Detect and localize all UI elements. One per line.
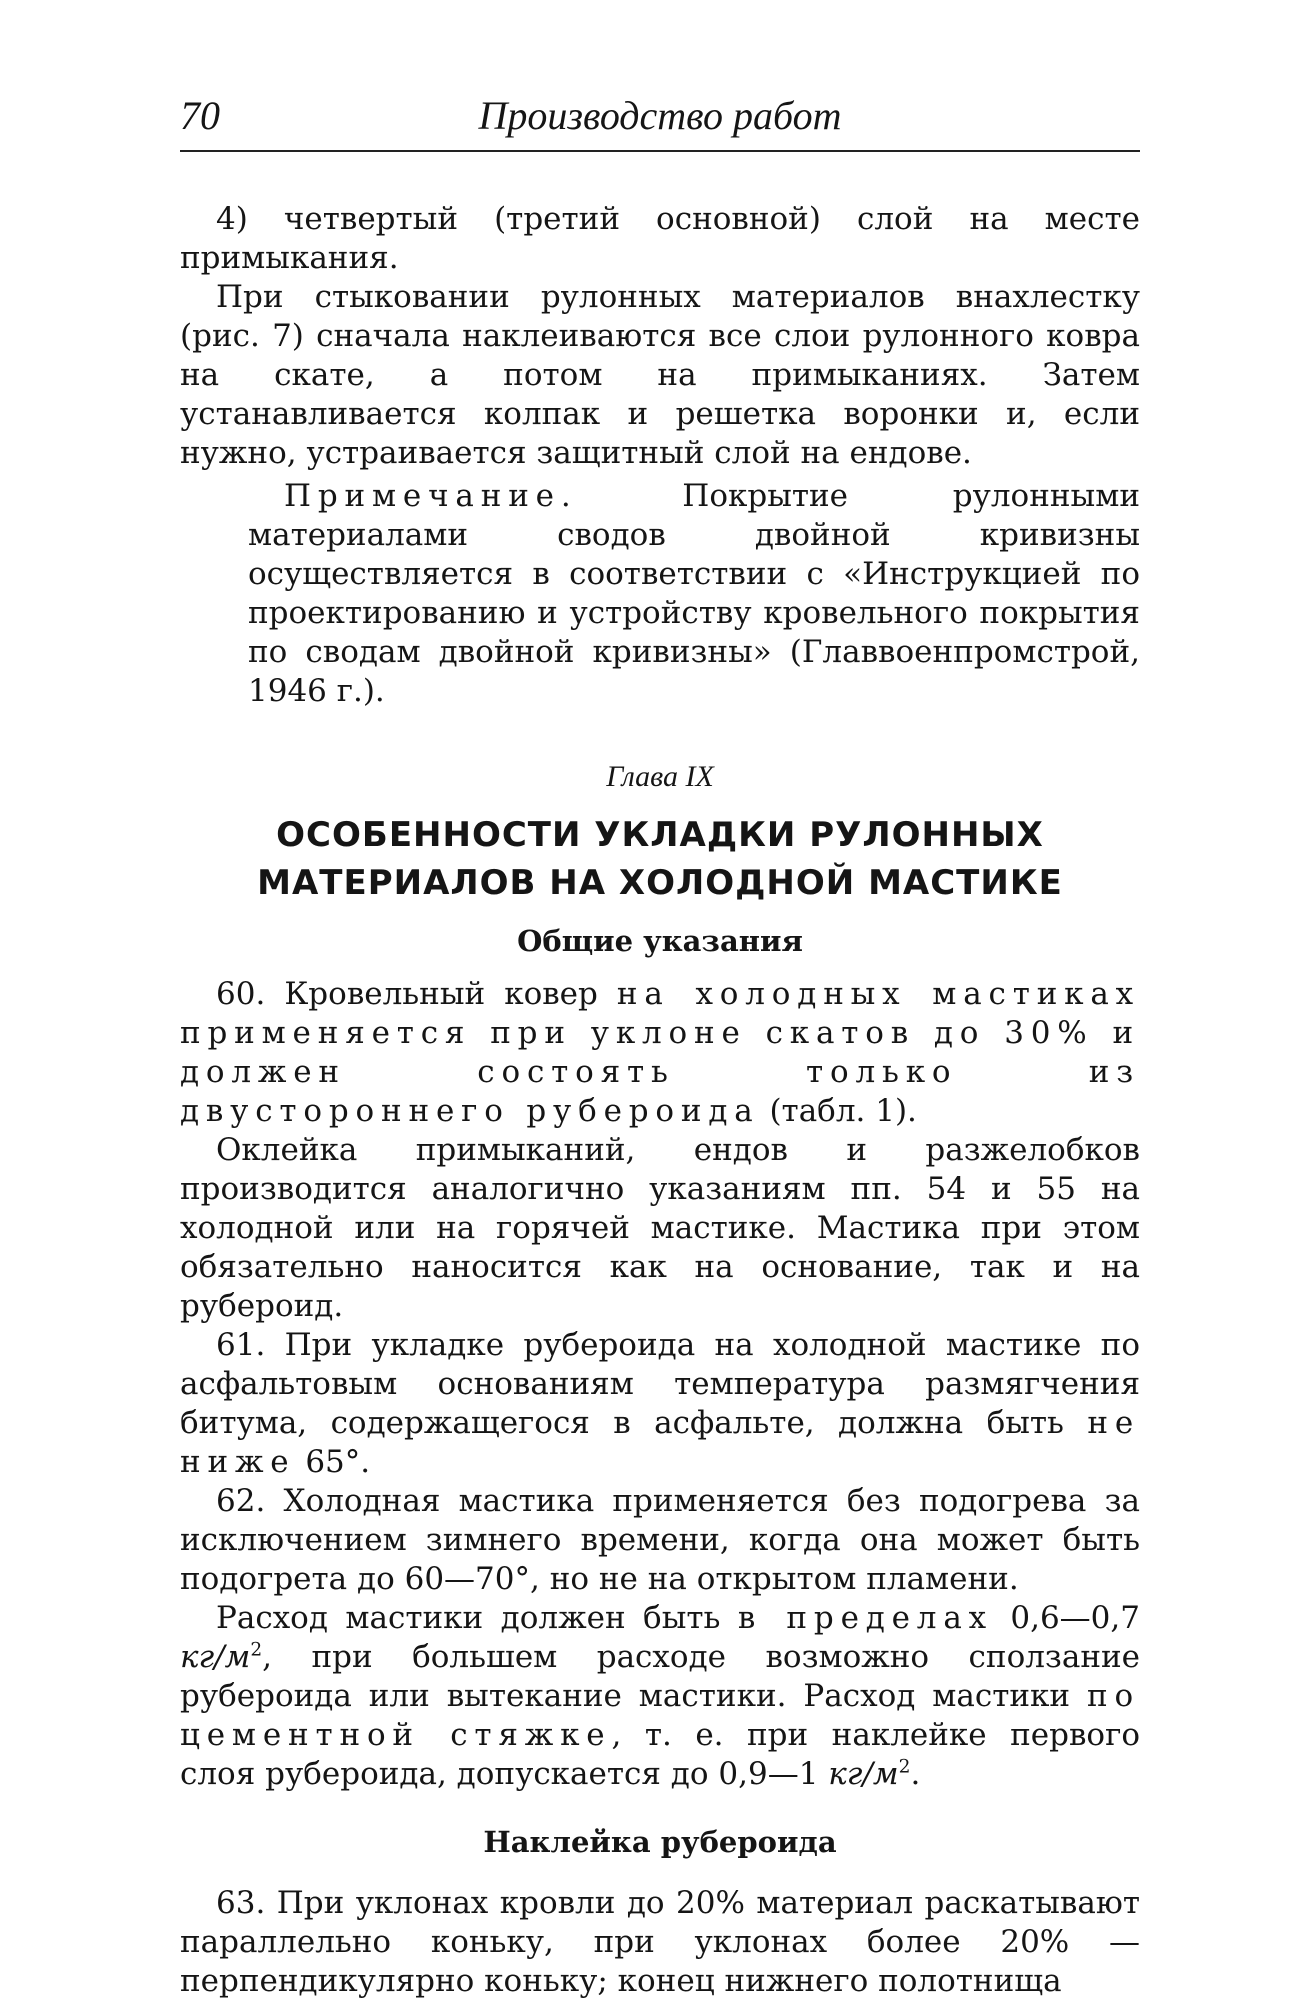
p62b-emphasis-2: по цементной стяжке	[180, 1678, 1140, 1753]
chapter-title-line-1: ОСОБЕННОСТИ УКЛАДКИ РУЛОННЫХ	[276, 815, 1044, 855]
p60-text-end: (табл. 1).	[759, 1093, 917, 1129]
paragraph-overlap-joining: При стыковании рулонных материалов внахлестку (рис. 7) сначала наклеиваются все слои рулонного ковра на скате, а потом на примыканиях. Затем устанавливается колпак и решетка воронки и, если нужно, устраивается защитный слой на ендове.	[180, 279, 1140, 471]
paragraph-fourth-layer: 4) четвертый (третий основной) слой на месте примыкания.	[180, 201, 1140, 276]
paragraph-61	[180, 1326, 1140, 1482]
p60-text-start: 60. Кровельный ковер	[216, 976, 617, 1012]
page-header	[180, 92, 1140, 152]
p61-text-start: 61. При укладке рубероида на холодной мастике по асфальтовым основаниям температура размягчения битума, содержащегося в асфальте, должна быть	[180, 1327, 1140, 1441]
p61-text-end: 65°.	[295, 1444, 371, 1480]
section-heading-general: Общие указания	[517, 924, 803, 958]
unit-kg-m2-1: кг/м	[180, 1639, 251, 1675]
section-heading-roofing-felt: Наклейка рубероида	[483, 1825, 837, 1859]
chapter-title-line-2: МАТЕРИАЛОВ НА ХОЛОДНОЙ МАСТИКЕ	[257, 863, 1063, 903]
paragraph-60-adjoinings: Оклейка примыканий, ендов и разжелобков производится аналогично указаниям пп. 54 и 55 на холодной или на горячей мастике. Мастика при этом обязательно наносится как на основание, так и на рубероид.	[180, 1132, 1140, 1324]
p61-emphasis: не ниже	[180, 1405, 1140, 1480]
unit-exponent-1: 2	[250, 1639, 263, 1661]
chapter-label: Глава IX	[606, 760, 714, 793]
book-page	[180, 0, 1140, 1999]
paragraph-60	[180, 975, 1140, 1131]
note-paragraph	[248, 477, 1140, 711]
note-label: Примечание.	[284, 478, 578, 514]
p62b-text-c: , при большем расходе возможно сползание рубероида или вытекание мастики. Расход мастики	[180, 1639, 1140, 1714]
note-text: Покрытие рулонными материалами сводов двойной кривизны осуществляется в соответствии с «Инструкцией по проектированию и устройству кровельного покрытия по сводам двойной кривизны» (Главвоенпромстрой, 1946 г.).	[248, 478, 1140, 709]
header-rule	[180, 150, 1140, 152]
paragraph-62: 62. Холодная мастика применяется без подогрева за исключением зимнего времени, когда она может быть подогрета до 60—70°, но не на открытом пламени.	[180, 1483, 1140, 1597]
paragraph-63: 63. При уклонах кровли до 20% материал раскатывают параллельно коньку, при уклонах более 20% — перпендикулярно коньку; конец нижнего полотнища	[180, 1885, 1140, 1999]
running-title: Производство работ	[478, 93, 842, 138]
p62b-text-b: 0,6—0,7	[992, 1600, 1140, 1636]
page-number: 70	[180, 93, 220, 138]
p62b-text-e: .	[910, 1756, 921, 1792]
paragraph-62-consumption	[180, 1599, 1140, 1794]
p62b-text-d: , т. е. при наклейке первого слоя рубероида, допускается до 0,9—1	[180, 1717, 1140, 1792]
p62b-text-a: Расход мастики должен быть	[216, 1600, 738, 1636]
p60-emphasis: на холодных мастиках применяется при уклоне скатов до 30% и должен состоять только из двустороннего рубероида	[180, 976, 1140, 1129]
unit-exponent-2: 2	[898, 1756, 911, 1778]
p62b-emphasis-1: в пределах	[737, 1600, 993, 1636]
unit-kg-m2-2: кг/м	[828, 1756, 899, 1792]
chapter-title	[180, 811, 1140, 907]
page-body	[180, 200, 1140, 2001]
